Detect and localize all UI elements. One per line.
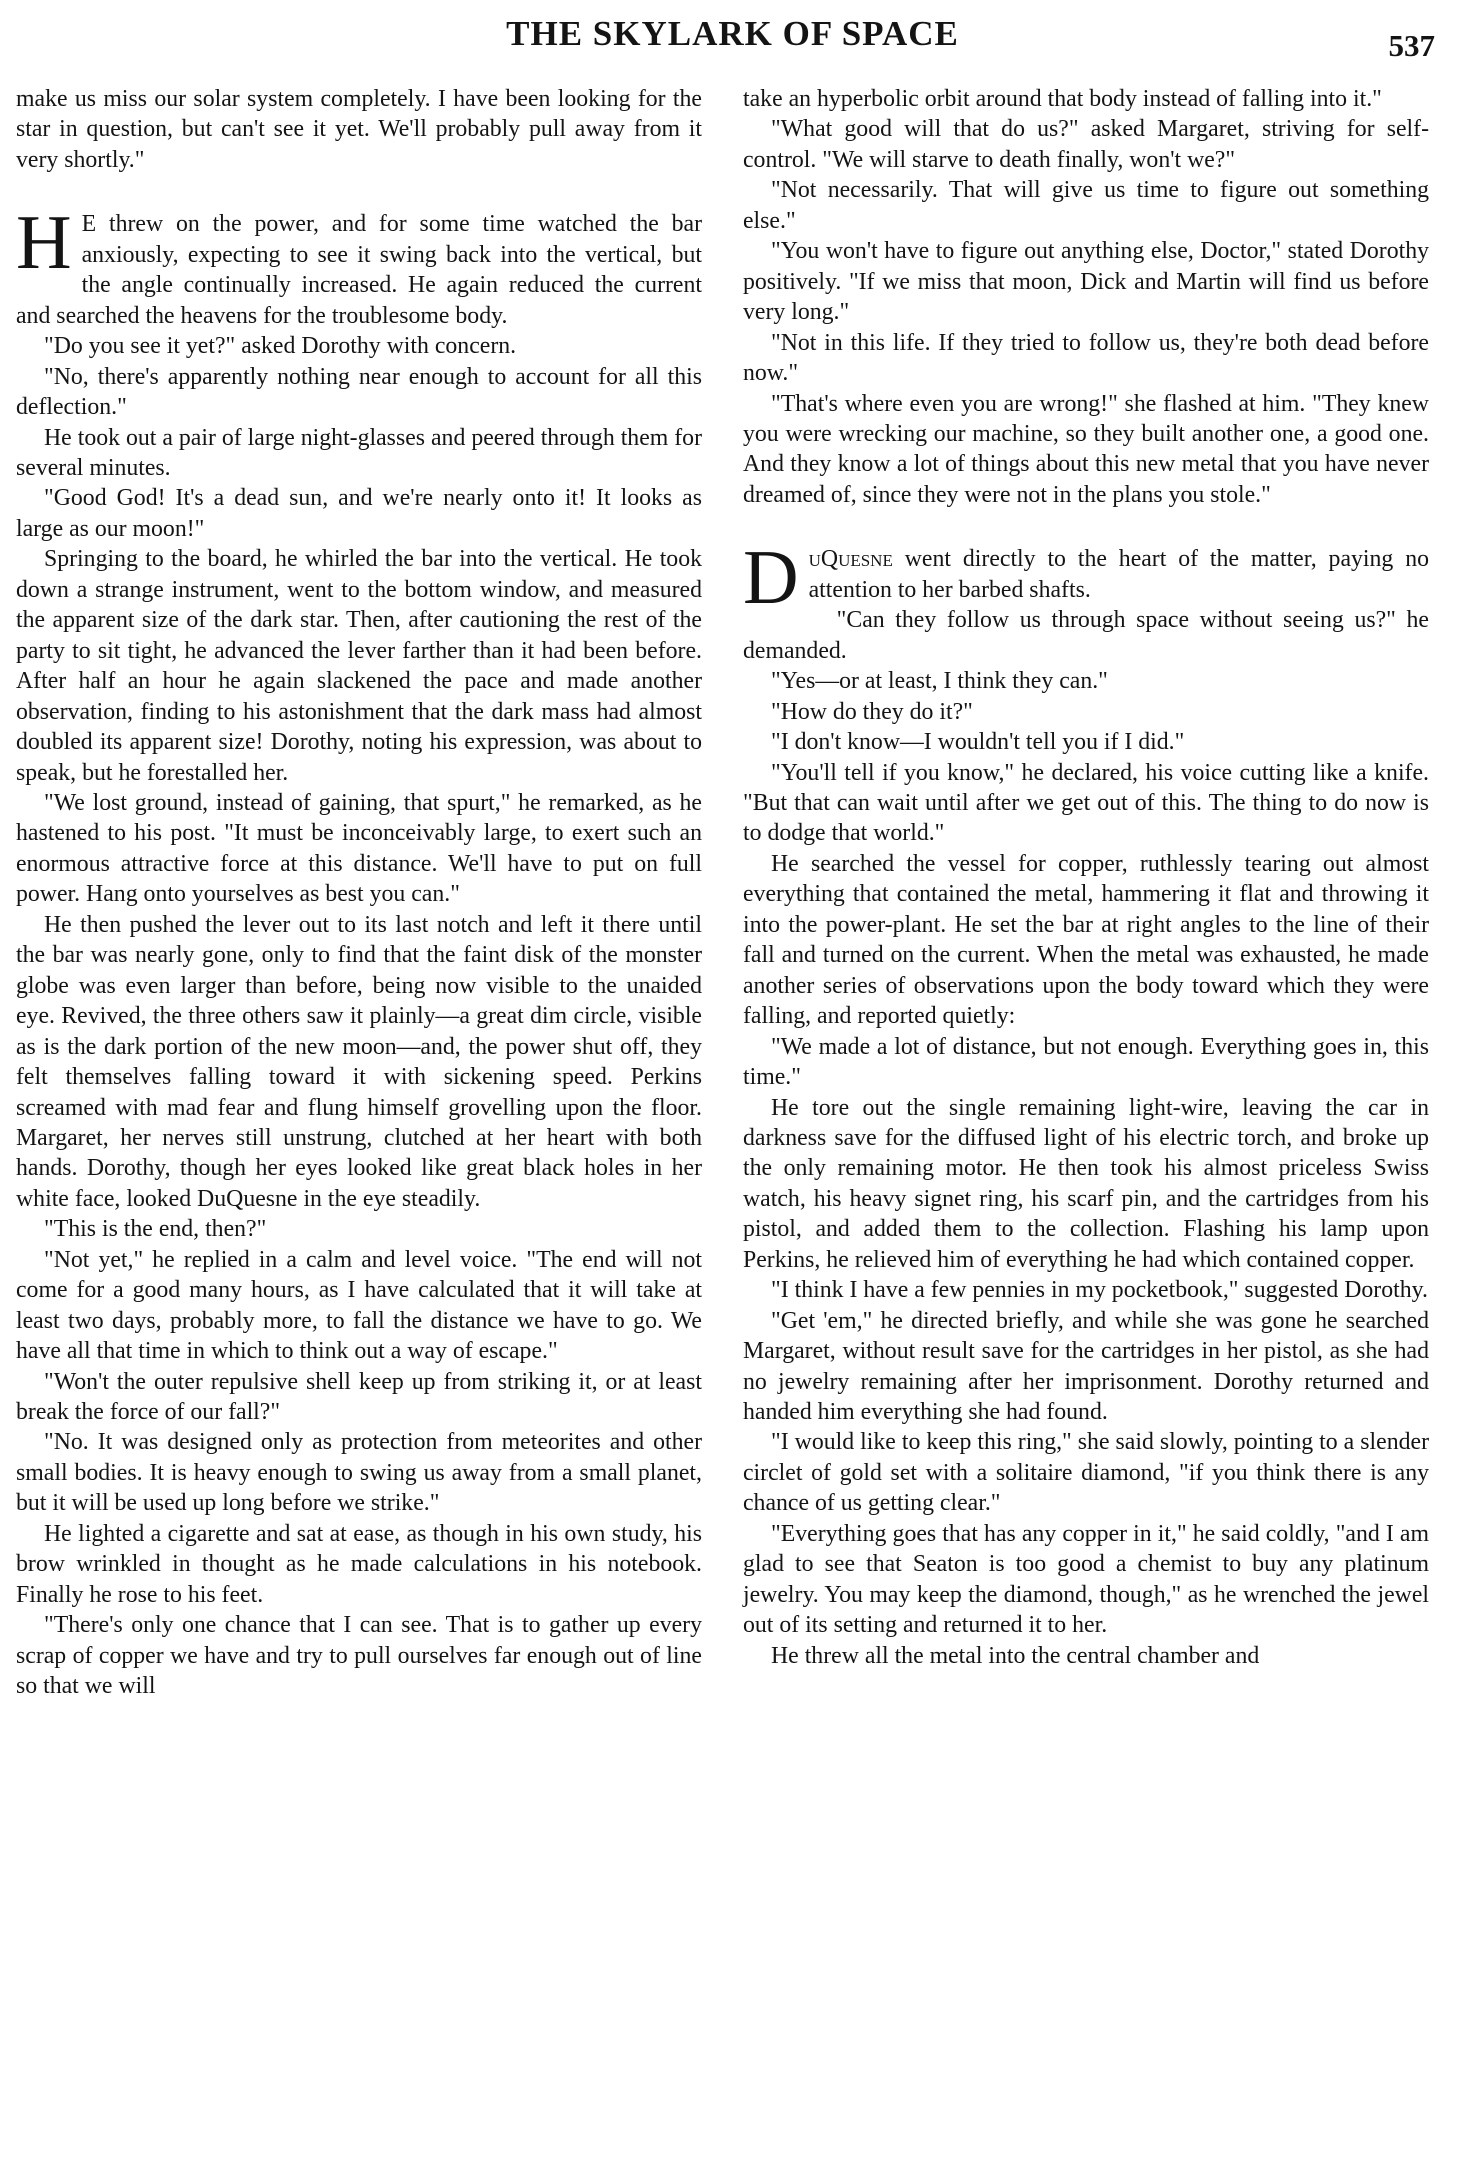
paragraph: "That's where even you are wrong!" she flashed at him. "They knew you were wrecking our machine, so they built another one, a good one. And they know a lot of things about this new metal that you have never dreamed of, since they were not in the plans you stole." (743, 390, 1429, 508)
paragraph: "Do you see it yet?" asked Dorothy with concern. (44, 333, 517, 360)
paragraph: "There's only one chance that I can see. That is to gather up every scrap of copper we have and try to pull ourselves far enough out of line so that we will (16, 1612, 702, 1700)
paragraph: "Can they follow us through space without seeing us?" he demanded. (743, 607, 1429, 664)
page-number: 537 (1388, 28, 1435, 63)
page-header (16, 8, 1449, 68)
paragraph: "We lost ground, instead of gaining, that spurt," he remarked, as he hastened to his post. "It must be inconceivably large, to exert such an enormous attractive force at this distance. We'll have to put on full power. Hang onto yourselves as best you can." (16, 789, 702, 908)
paragraph: "You won't have to figure out anything else, Doctor," stated Dorothy positively. "If we miss that moon, Dick and Martin will find us before very long." (743, 238, 1429, 326)
paragraph-text: E threw on the power, and for some time watched the bar anxiously, expecting to see it swing back into the vertical, but the angle continually increased. He again reduced the current and searched the heavens for the troublesome body. (16, 211, 702, 329)
paragraph: "What good will that do us?" asked Margaret, striving for self-control. "We will starve to death finally, won't we?" (743, 116, 1429, 173)
paragraph: take an hyperbolic orbit around that body instead of falling into it." (743, 86, 1382, 112)
paragraph-dropcap (16, 199, 702, 331)
paragraph: "Won't the outer repulsive shell keep up from striking it, or at least break the force of our fall?" (16, 1368, 702, 1426)
paragraph: "How do they do it?" (771, 698, 973, 725)
paragraph-text: went directly to the heart of the matter, paying no attention to her barbed shafts. (808, 546, 1429, 603)
paragraph: "Not yet," he replied in a calm and level voice. "The end will not come for a good many hours, as I have calculated that it will take at least two days, probably more, to fall the distance we have to go. We have all that time in which to think out a way of escape." (16, 1246, 702, 1365)
right-column (743, 84, 1429, 1671)
paragraph: He then pushed the lever out to its last notch and left it there until the bar was nearly gone, only to find that the faint disk of the monster globe was even larger than before, being now visible to the unaided eye. Revived, the three others saw it plainly—a great dim circle, visible as is the dark portion of the new moon—and, the power shut off, they felt themselves falling toward it with sickening speed. Perkins screamed with mad fear and flung himself grovelling upon the floor. Margaret, her nerves still unstrung, clutched at her heart with both hands. Dorothy, though her eyes looked like great black holes in her white face, looked DuQuesne in the eye steadily. (16, 911, 702, 1212)
paragraph: He searched the vessel for copper, ruthlessly tearing out almost everything that contained the metal, hammering it flat and throwing it into the power-plant. He set the bar at right angles to the line of their fall and turned on the current. When the metal was exhausted, he made another series of observations upon the body toward which they were falling, and reported quietly: (743, 850, 1429, 1030)
small-caps-word: uQuesne (808, 546, 893, 573)
paragraph: "I don't know—I wouldn't tell you if I did." (771, 729, 1185, 756)
paragraph: "I would like to keep this ring," she said slowly, pointing to a slender circlet of gold set with a solitaire diamond, "if you think there is any chance of us getting clear." (743, 1429, 1429, 1517)
paragraph: "Get 'em," he directed briefly, and while she was gone he searched Margaret, without result save for the cartridges in her pistol, as she had no jewelry remaining after her imprisonment. Dorothy returned and handed him everything she had found. (743, 1307, 1429, 1426)
paragraph: "No. It was designed only as protection from meteorites and other small bodies. It is heavy enough to swing us away from a small planet, but it will be used up long before we strike." (16, 1429, 702, 1517)
paragraph: "This is the end, then?" (44, 1216, 267, 1243)
paragraph: make us miss our solar system completely. I have been looking for the star in question, but can't see it yet. We'll probably pull away from it very shortly." (16, 86, 702, 173)
paragraph: "You'll tell if you know," he declared, his voice cutting like a knife. "But that can wait until after we get out of this. The thing to do now is to dodge that world." (743, 759, 1429, 847)
paragraph: "Not necessarily. That will give us time to figure out something else." (743, 177, 1429, 234)
paragraph: "No, there's apparently nothing near enough to account for all this deflection." (16, 363, 702, 421)
paragraph: "Everything goes that has any copper in it," he said coldly, "and I am glad to see that Seaton is too good a chemist to buy any platinum jewelry. You may keep the diamond, though," as he wrenched the jewel out of its setting and returned it to her. (743, 1520, 1429, 1639)
running-title: THE SKYLARK OF SPACE (506, 14, 959, 53)
drop-cap: D (743, 534, 799, 621)
paragraph: He tore out the single remaining light-wire, leaving the car in darkness save for the diffused light of his electric torch, and broke up the only remaining motor. He then took his almost priceless Swiss watch, his heavy signet ring, his scarf pin, and the cartridges from his pistol, and added them to the collection. Flashing his lamp upon Perkins, he relieved him of everything he had which contained copper. (743, 1094, 1429, 1273)
paragraph-dropcap (743, 534, 1429, 621)
paragraph: Springing to the board, he whirled the bar into the vertical. He took down a strange instrument, went to the bottom window, and measured the apparent size of the dark star. Then, after cautioning the rest of the party to sit tight, he advanced the lever farther than it had been before. After half an hour he again slackened the pace and made another observation, finding to his astonishment that the dark mass had almost doubled its apparent size! Dorothy, noting his expression, was about to speak, but he forestalled her. (16, 546, 702, 786)
paragraph: "We made a lot of distance, but not enough. Everything goes in, this time." (743, 1033, 1429, 1091)
drop-cap: H (16, 199, 72, 286)
paragraph: "Yes—or at least, I think they can." (771, 668, 1108, 695)
paragraph: He lighted a cigarette and sat at ease, as though in his own study, his brow wrinkled in thought as he made calculations in his notebook. Finally he rose to his feet. (16, 1520, 702, 1608)
left-column (16, 84, 702, 1702)
paragraph: "Not in this life. If they tried to follow us, they're both dead before now." (743, 329, 1429, 387)
paragraph: "I think I have a few pennies in my pocketbook," suggested Dorothy. (771, 1277, 1428, 1304)
paragraph: He threw all the metal into the central chamber and (771, 1642, 1260, 1669)
paragraph: He took out a pair of large night-glasses and peered through them for several minutes. (16, 424, 702, 481)
paragraph: "Good God! It's a dead sun, and we're nearly onto it! It looks as large as our moon!" (16, 485, 702, 542)
